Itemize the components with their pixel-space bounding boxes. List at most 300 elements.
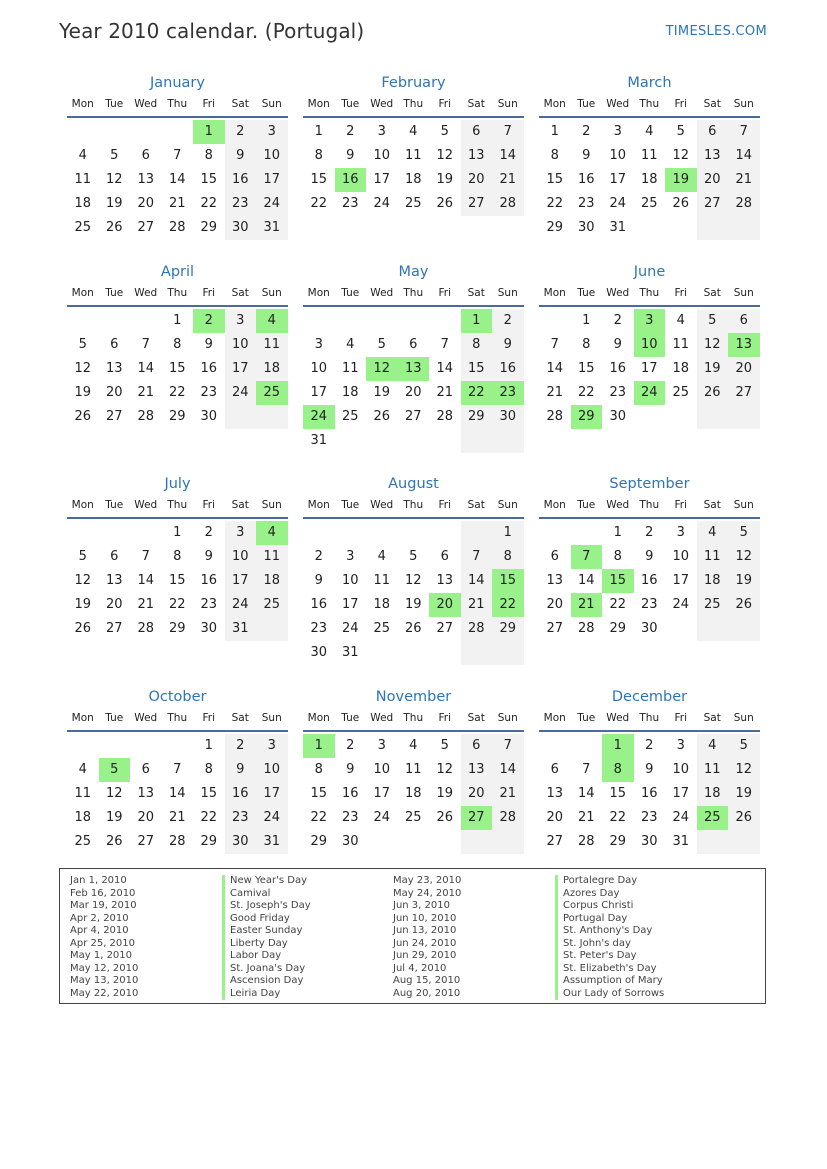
weekday-header	[303, 283, 524, 307]
day-cell: 28	[577, 621, 595, 636]
day-cell: 18	[640, 172, 658, 187]
day-cell: 1	[173, 525, 182, 540]
day-cell: 13	[697, 144, 729, 168]
holiday-date: Aug 20, 2010	[393, 987, 461, 999]
holiday-name: St. Joseph's Day	[222, 900, 311, 913]
weekday-label: Fri	[674, 287, 687, 299]
day-cell: 21	[137, 385, 155, 400]
day-cell: 4	[377, 549, 386, 564]
day-cell: 3	[613, 124, 622, 139]
empty-cell	[99, 309, 131, 333]
day-cell: 13	[105, 361, 123, 376]
holiday-day-cell: 1	[193, 120, 225, 144]
day-cell: 9	[582, 148, 591, 163]
day-cell: 8	[613, 549, 622, 564]
day-cell: 15	[168, 361, 186, 376]
day-cell: 17	[672, 573, 690, 588]
day-cell: 31	[341, 645, 359, 660]
day-cell: 27	[546, 621, 564, 636]
day-cell: 28	[436, 409, 454, 424]
day-cell: 10	[256, 758, 288, 782]
empty-cell	[634, 216, 666, 240]
holiday-day-cell: 27	[461, 806, 493, 830]
holiday-name: Labor Day	[222, 950, 311, 963]
day-cell: 8	[173, 337, 182, 352]
month-july	[67, 473, 288, 641]
day-grid	[67, 734, 288, 854]
day-cell: 27	[137, 834, 155, 849]
month-name: January	[150, 75, 205, 91]
day-cell: 4	[676, 313, 685, 328]
weekday-label: Wed	[370, 499, 394, 511]
weekday-label: Mon	[543, 98, 566, 110]
holiday-day-cell: 16	[335, 168, 367, 192]
empty-cell	[571, 521, 603, 545]
empty-cell	[728, 216, 760, 240]
holiday-day-cell: 1	[461, 309, 493, 333]
holiday-day-cell: 24	[634, 381, 666, 405]
holiday-date: Jun 10, 2010	[393, 912, 457, 924]
month-name: February	[381, 75, 446, 91]
day-cell: 26	[436, 810, 454, 825]
day-cell: 2	[314, 549, 323, 564]
empty-cell	[429, 309, 461, 333]
day-cell: 22	[168, 385, 186, 400]
empty-cell	[728, 405, 760, 429]
month-april	[67, 261, 288, 429]
day-cell: 17	[672, 786, 690, 801]
empty-cell	[99, 521, 131, 545]
day-cell: 3	[377, 124, 386, 139]
day-cell: 10	[672, 762, 690, 777]
day-cell: 18	[74, 810, 92, 825]
day-cell: 11	[256, 545, 288, 569]
day-cell: 12	[728, 545, 760, 569]
day-cell: 20	[137, 196, 155, 211]
day-cell: 6	[550, 549, 559, 564]
weekday-label: Sun	[733, 712, 754, 724]
day-cell: 20	[105, 385, 123, 400]
day-cell: 27	[404, 409, 422, 424]
day-cell: 1	[492, 521, 524, 545]
day-cell: 21	[168, 810, 186, 825]
day-cell: 25	[672, 385, 690, 400]
holiday-day-cell: 4	[256, 309, 288, 333]
day-cell: 17	[341, 597, 359, 612]
weekday-label: Tue	[105, 712, 124, 724]
day-cell: 18	[404, 172, 422, 187]
day-cell: 6	[461, 734, 493, 758]
day-cell: 5	[728, 734, 760, 758]
day-cell: 11	[341, 361, 359, 376]
day-cell: 19	[105, 810, 123, 825]
day-cell: 31	[256, 216, 288, 240]
day-cell: 10	[373, 762, 391, 777]
day-cell: 13	[137, 172, 155, 187]
day-cell: 3	[346, 549, 355, 564]
day-cell: 11	[672, 337, 690, 352]
weekday-label: Fri	[202, 287, 215, 299]
day-cell: 3	[676, 525, 685, 540]
empty-cell	[492, 641, 524, 665]
day-cell: 2	[645, 525, 654, 540]
day-cell: 28	[577, 834, 595, 849]
weekday-label: Tue	[577, 287, 596, 299]
weekday-label: Thu	[403, 499, 424, 511]
day-cell: 19	[728, 782, 760, 806]
weekday-header	[539, 495, 760, 519]
weekday-label: Wed	[606, 712, 630, 724]
holiday-day-cell: 21	[571, 593, 603, 617]
day-cell: 30	[225, 216, 257, 240]
month-september	[539, 473, 760, 641]
weekday-label: Sun	[497, 499, 518, 511]
weekday-label: Thu	[403, 287, 424, 299]
holiday-name: St. John's day	[555, 938, 664, 951]
day-cell: 3	[314, 337, 323, 352]
holiday-day-cell: 25	[697, 806, 729, 830]
day-cell: 18	[256, 357, 288, 381]
day-cell: 29	[168, 409, 186, 424]
day-cell: 31	[310, 433, 328, 448]
day-cell: 11	[256, 333, 288, 357]
day-cell: 3	[377, 738, 386, 753]
weekday-label: Thu	[167, 712, 188, 724]
day-cell: 2	[645, 738, 654, 753]
day-cell: 17	[310, 385, 328, 400]
weekday-label: Mon	[307, 499, 330, 511]
empty-cell	[335, 429, 367, 453]
weekday-label: Wed	[134, 98, 158, 110]
weekday-label: Sun	[497, 98, 518, 110]
day-cell: 22	[310, 810, 328, 825]
empty-cell	[461, 830, 493, 854]
empty-cell	[398, 521, 430, 545]
day-cell: 27	[105, 621, 123, 636]
day-cell: 29	[310, 834, 328, 849]
day-cell: 5	[728, 521, 760, 545]
day-cell: 2	[613, 313, 622, 328]
day-cell: 25	[640, 196, 658, 211]
day-cell: 12	[436, 762, 454, 777]
weekday-label: Thu	[639, 499, 660, 511]
weekday-header	[303, 94, 524, 118]
day-cell: 4	[78, 762, 87, 777]
weekday-label: Thu	[639, 712, 660, 724]
day-cell: 12	[697, 333, 729, 357]
day-cell: 8	[492, 545, 524, 569]
holiday-day-cell: 1	[303, 734, 335, 758]
day-cell: 16	[492, 357, 524, 381]
weekday-label: Wed	[370, 287, 394, 299]
empty-cell	[539, 309, 571, 333]
day-cell: 17	[609, 172, 627, 187]
weekday-label: Fri	[438, 98, 451, 110]
day-cell: 30	[609, 409, 627, 424]
day-cell: 20	[105, 597, 123, 612]
empty-cell	[429, 429, 461, 453]
day-cell: 11	[697, 545, 729, 569]
empty-cell	[130, 120, 162, 144]
day-cell: 28	[461, 617, 493, 641]
day-cell: 16	[640, 786, 658, 801]
empty-cell	[461, 641, 493, 665]
holiday-name: Ascension Day	[222, 975, 311, 988]
weekday-label: Fri	[438, 499, 451, 511]
month-february	[303, 72, 524, 216]
day-cell: 19	[728, 569, 760, 593]
day-cell: 23	[225, 806, 257, 830]
empty-cell	[366, 429, 398, 453]
weekday-label: Mon	[543, 499, 566, 511]
holiday-day-cell: 4	[256, 521, 288, 545]
weekday-label: Tue	[341, 499, 360, 511]
holiday-name: St. Peter's Day	[555, 950, 664, 963]
day-cell: 15	[200, 172, 218, 187]
empty-cell	[461, 429, 493, 453]
day-cell: 8	[550, 148, 559, 163]
day-cell: 26	[672, 196, 690, 211]
day-cell: 31	[672, 834, 690, 849]
day-cell: 30	[341, 834, 359, 849]
day-cell: 7	[492, 120, 524, 144]
day-cell: 8	[204, 762, 213, 777]
weekday-label: Wed	[134, 499, 158, 511]
day-cell: 30	[577, 220, 595, 235]
holiday-date: Feb 16, 2010	[70, 887, 136, 899]
day-cell: 13	[546, 786, 564, 801]
month-name: October	[148, 689, 207, 705]
legend-names-col-1	[222, 875, 311, 1000]
day-cell: 17	[373, 172, 391, 187]
empty-cell	[366, 309, 398, 333]
weekday-label: Sat	[703, 98, 721, 110]
day-cell: 12	[74, 573, 92, 588]
day-cell: 9	[346, 762, 355, 777]
holiday-date: Jun 24, 2010	[393, 937, 457, 949]
day-cell: 20	[461, 782, 493, 806]
day-cell: 21	[137, 597, 155, 612]
empty-cell	[665, 617, 697, 641]
weekday-label: Sat	[231, 287, 249, 299]
weekday-label: Mon	[71, 499, 94, 511]
weekday-label: Fri	[674, 98, 687, 110]
weekday-label: Tue	[105, 499, 124, 511]
day-cell: 22	[546, 196, 564, 211]
day-cell: 19	[74, 597, 92, 612]
legend-names-col-2	[555, 875, 664, 1000]
holiday-name: Portalegre Day	[555, 875, 664, 888]
day-cell: 8	[461, 333, 493, 357]
empty-cell	[303, 521, 335, 545]
day-cell: 29	[461, 405, 493, 429]
weekday-label: Thu	[403, 712, 424, 724]
month-name: November	[375, 689, 452, 705]
day-cell: 26	[74, 409, 92, 424]
day-cell: 5	[697, 309, 729, 333]
day-cell: 16	[577, 172, 595, 187]
day-cell: 14	[137, 573, 155, 588]
holiday-date: Jun 29, 2010	[393, 950, 457, 961]
day-cell: 1	[550, 124, 559, 139]
day-cell: 20	[404, 385, 422, 400]
day-cell: 7	[461, 545, 493, 569]
weekday-label: Mon	[307, 712, 330, 724]
empty-cell	[492, 429, 524, 453]
day-cell: 25	[74, 220, 92, 235]
holiday-date: May 1, 2010	[70, 950, 133, 961]
weekday-label: Thu	[403, 98, 424, 110]
day-cell: 15	[577, 361, 595, 376]
day-cell: 20	[728, 357, 760, 381]
day-cell: 20	[546, 810, 564, 825]
day-cell: 14	[137, 361, 155, 376]
day-cell: 10	[373, 148, 391, 163]
day-cell: 7	[550, 337, 559, 352]
day-cell: 24	[225, 593, 257, 617]
empty-cell	[697, 830, 729, 854]
day-cell: 9	[346, 148, 355, 163]
day-cell: 21	[168, 196, 186, 211]
holiday-date: May 24, 2010	[393, 887, 462, 899]
day-cell: 5	[440, 124, 449, 139]
weekday-header	[67, 94, 288, 118]
weekday-label: Thu	[167, 287, 188, 299]
day-cell: 9	[492, 333, 524, 357]
day-cell: 7	[582, 762, 591, 777]
weekday-label: Wed	[606, 287, 630, 299]
day-cell: 6	[141, 148, 150, 163]
weekday-label: Sat	[703, 287, 721, 299]
empty-cell	[697, 617, 729, 641]
holiday-name: Easter Sunday	[222, 925, 311, 938]
empty-cell	[634, 405, 666, 429]
day-cell: 21	[728, 168, 760, 192]
day-cell: 16	[225, 782, 257, 806]
holiday-day-cell: 8	[602, 758, 634, 782]
holiday-day-cell: 13	[398, 357, 430, 381]
day-cell: 25	[404, 196, 422, 211]
day-cell: 1	[204, 738, 213, 753]
day-cell: 28	[546, 409, 564, 424]
day-cell: 3	[256, 734, 288, 758]
day-cell: 27	[728, 381, 760, 405]
day-cell: 29	[200, 220, 218, 235]
day-grid	[303, 120, 524, 216]
day-cell: 22	[310, 196, 328, 211]
holiday-day-cell: 24	[303, 405, 335, 429]
day-cell: 4	[409, 124, 418, 139]
day-cell: 29	[492, 617, 524, 641]
day-cell: 15	[310, 786, 328, 801]
day-grid	[539, 521, 760, 641]
holiday-name: St. Joana's Day	[222, 963, 311, 976]
day-cell: 26	[373, 409, 391, 424]
weekday-label: Tue	[341, 287, 360, 299]
day-cell: 25	[341, 409, 359, 424]
weekday-label: Sat	[467, 98, 485, 110]
day-cell: 28	[168, 834, 186, 849]
day-cell: 18	[74, 196, 92, 211]
brand-link[interactable]: TIMESLES.COM	[665, 24, 767, 39]
day-cell: 12	[105, 172, 123, 187]
day-cell: 3	[225, 521, 257, 545]
day-cell: 25	[697, 593, 729, 617]
day-cell: 9	[613, 337, 622, 352]
day-cell: 24	[373, 810, 391, 825]
day-cell: 23	[640, 810, 658, 825]
day-cell: 24	[225, 381, 257, 405]
day-cell: 2	[204, 525, 213, 540]
day-cell: 24	[373, 196, 391, 211]
day-cell: 6	[550, 762, 559, 777]
day-cell: 26	[74, 621, 92, 636]
day-cell: 3	[256, 120, 288, 144]
day-cell: 23	[341, 196, 359, 211]
day-cell: 25	[404, 810, 422, 825]
day-cell: 26	[728, 806, 760, 830]
weekday-label: Mon	[307, 287, 330, 299]
day-cell: 11	[74, 172, 92, 187]
day-cell: 13	[105, 573, 123, 588]
day-cell: 23	[200, 597, 218, 612]
holiday-day-cell: 2	[193, 309, 225, 333]
day-cell: 9	[225, 144, 257, 168]
month-may	[303, 261, 524, 453]
weekday-label: Mon	[543, 287, 566, 299]
day-cell: 7	[173, 148, 182, 163]
day-grid	[303, 734, 524, 854]
day-cell: 19	[436, 786, 454, 801]
day-cell: 13	[461, 758, 493, 782]
day-cell: 27	[546, 834, 564, 849]
day-cell: 14	[492, 758, 524, 782]
day-cell: 1	[613, 525, 622, 540]
day-cell: 30	[225, 830, 257, 854]
month-october	[67, 686, 288, 854]
day-cell: 21	[436, 385, 454, 400]
day-grid	[539, 309, 760, 429]
day-cell: 28	[168, 220, 186, 235]
day-cell: 18	[697, 782, 729, 806]
weekday-label: Sun	[733, 98, 754, 110]
weekday-label: Tue	[105, 98, 124, 110]
day-cell: 8	[314, 762, 323, 777]
day-cell: 15	[168, 573, 186, 588]
day-cell: 20	[137, 810, 155, 825]
weekday-label: Tue	[341, 712, 360, 724]
weekday-label: Mon	[71, 287, 94, 299]
day-cell: 2	[582, 124, 591, 139]
day-cell: 20	[697, 168, 729, 192]
weekday-header	[303, 495, 524, 519]
day-cell: 7	[141, 549, 150, 564]
weekday-label: Tue	[577, 712, 596, 724]
day-cell: 26	[728, 593, 760, 617]
empty-cell	[335, 309, 367, 333]
day-cell: 29	[609, 834, 627, 849]
weekday-label: Wed	[606, 499, 630, 511]
day-cell: 22	[200, 196, 218, 211]
day-cell: 20	[461, 168, 493, 192]
holiday-date: Jun 13, 2010	[393, 925, 457, 936]
day-cell: 21	[577, 810, 595, 825]
day-cell: 17	[256, 168, 288, 192]
day-cell: 15	[310, 172, 328, 187]
day-cell: 18	[373, 597, 391, 612]
legend-dates-col-1	[70, 875, 138, 1000]
empty-cell	[429, 521, 461, 545]
